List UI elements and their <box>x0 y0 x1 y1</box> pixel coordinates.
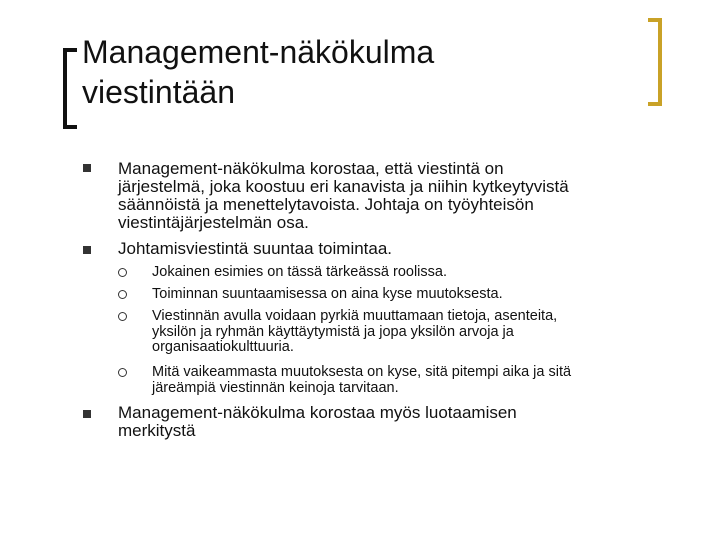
circle-bullet-icon <box>118 290 127 299</box>
bullet-text-line: merkitystä <box>118 421 196 440</box>
bullet-text-line: säännöistä ja menettelytavoista. Johtaja on työyhteisön <box>118 195 534 214</box>
circle-bullet-icon <box>118 312 127 321</box>
sub-bullet-item <box>152 287 692 303</box>
square-bullet-icon <box>83 410 91 418</box>
sub-bullet-text-line: Viestinnän avulla voidaan pyrkiä muuttamaan tietoja, asenteita, <box>152 308 558 324</box>
sub-bullet-item <box>152 265 692 281</box>
title-line: Management-näkökulma <box>82 34 435 70</box>
bullet-text-line: Johtamisviestintä suuntaa toimintaa. <box>118 239 393 258</box>
title-line: viestintään <box>82 74 235 110</box>
bullet-item <box>118 404 678 440</box>
bullet-text-line: Management-näkökulma korostaa, että viestintä on <box>118 159 504 178</box>
sub-bullet-text-line: Jokainen esimies on tässä tärkeässä roolissa. <box>152 264 447 280</box>
sub-bullet-text-line: Toiminnan suuntaamisessa on aina kyse muutoksesta. <box>152 286 503 302</box>
bullet-text-line: Management-näkökulma korostaa myös luotaamisen <box>118 403 517 422</box>
bullet-text-line: järjestelmä, joka koostuu eri kanavista ja niihin kytkeytyvistä <box>118 177 569 196</box>
bullet-text-line: viestintäjärjestelmän osa. <box>118 213 309 232</box>
sub-bullet-item <box>152 365 692 396</box>
circle-bullet-icon <box>118 368 127 377</box>
bullet-item <box>118 160 678 232</box>
square-bullet-icon <box>83 164 91 172</box>
square-bullet-icon <box>83 246 91 254</box>
sub-bullet-text-line: järeämpiä viestinnän keinoja tarvitaan. <box>152 379 399 396</box>
circle-bullet-icon <box>118 268 127 277</box>
sub-bullet-text-line: organisaatiokulttuuria. <box>152 339 294 355</box>
sub-bullet-text-line: Mitä vaikeammasta muutoksesta on kyse, sitä pitempi aika ja sitä <box>152 364 572 380</box>
sub-bullet-item <box>152 309 692 356</box>
sub-bullet-text-line: yksilön ja ryhmän käyttäytymistä ja jopa yksilön arvoja ja <box>152 323 514 340</box>
bullet-item <box>118 240 678 258</box>
